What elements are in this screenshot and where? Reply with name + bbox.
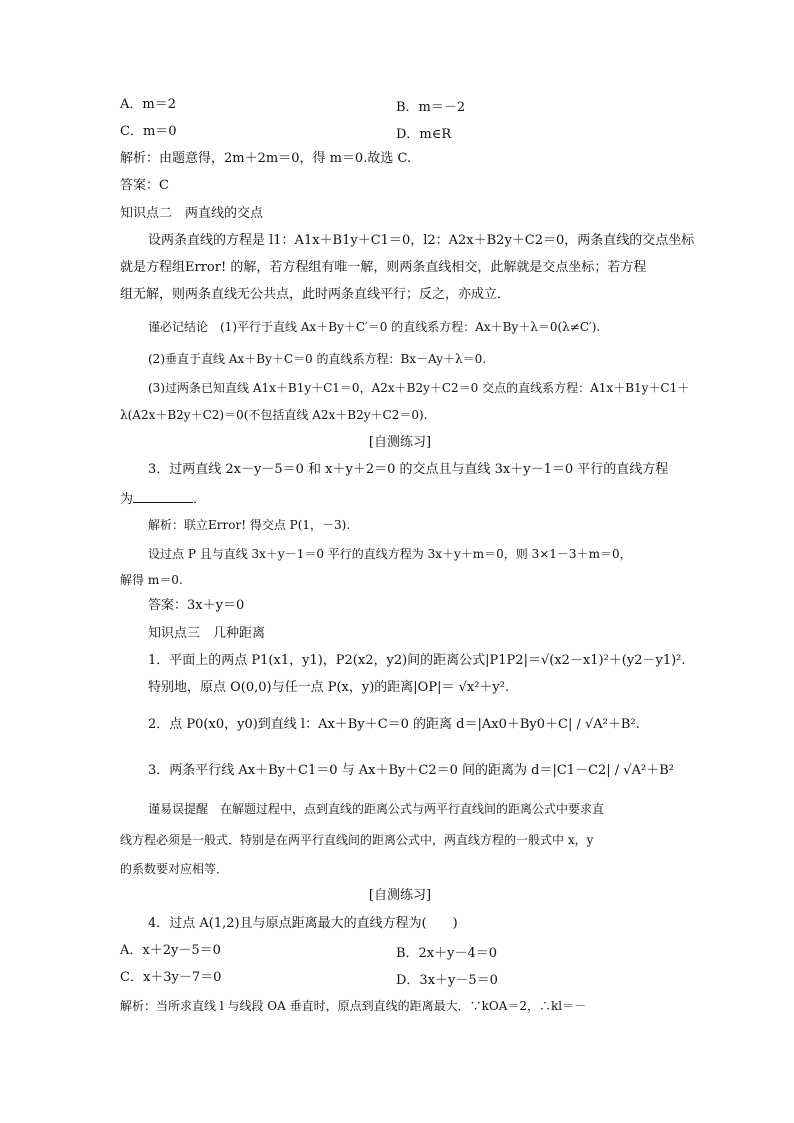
paragraph-line: 就是方程组Error! 的解，若方程组有唯一解，则两条直线相交，此解就是交点坐标；若方程 — [120, 260, 647, 275]
warning-line: 谨易误提醒 在解题过程中，点到直线的距离公式与两平行直线间的距离公式中要求直 — [148, 802, 605, 816]
option-a: A．x＋2y－5＝0 — [120, 943, 221, 958]
option-d: D．3x＋y－5＝0 — [396, 973, 498, 988]
stem-prefix: 为 — [120, 492, 134, 507]
question-stem: 3．过两直线 2x－y－5＝0 和 x＋y＋2＝0 的交点且与直线 3x＋y－1＝0 平行的直线方程 — [148, 462, 669, 477]
question-stem — [120, 488, 680, 509]
paragraph-line: 组无解，则两条直线无公共点，此时两条直线平行；反之，亦成立． — [120, 287, 511, 302]
note-line: (3)过两条已知直线 A1x＋B1y＋C1＝0，A2x＋B2y＋C2＝0 交点的直线系方程：A1x＋B1y＋C1＋ — [148, 381, 690, 395]
analysis-text: 解析：由题意得，2m＋2m＝0，得 m＝0.故选 C. — [120, 151, 412, 166]
answer-text: 答案：3x＋y＝0 — [148, 598, 245, 613]
warning-line: 的系数要对应相等． — [120, 862, 229, 876]
option-c: C．m＝0 — [120, 124, 177, 139]
analysis-text: 设过点 P 且与直线 3x＋y－1＝0 平行的直线方程为 3x＋y＋m＝0，则 3×1－3＋m＝0， — [148, 547, 632, 561]
practice-heading: [自测练习] — [368, 888, 432, 903]
option-b: B．2x＋y－4＝0 — [396, 946, 498, 961]
answer-text: 答案：C — [120, 178, 169, 193]
analysis-text: 解析：联立Error! 得交点 P(1，－3). — [148, 518, 351, 532]
option-b: B．m＝－2 — [396, 100, 466, 115]
note-line: (2)垂直于直线 Ax＋By＋C＝0 的直线系方程：Bx－Ay＋λ＝0. — [148, 352, 487, 366]
warning-line: 线方程必须是一般式．特别是在两平行直线间的距离公式中，两直线方程的一般式中 x，y — [120, 833, 594, 847]
formula-line: 1．平面上的两点 P1(x1，y1)，P2(x2，y2)间的距离公式|P1P2|＝√(x2－x1)²＋(y2－y1)². — [148, 653, 686, 668]
note-line: λ(A2x＋B2y＋C2)＝0(不包括直线 A2x＋B2y＋C2＝0). — [120, 408, 428, 422]
section-title: 知识点三 几种距离 — [148, 626, 266, 641]
note-line: 谨必记结论 (1)平行于直线 Ax＋By＋C′＝0 的直线系方程：Ax＋By＋λ＝0(λ≠C′). — [148, 320, 601, 334]
analysis-text: 解得 m＝0. — [120, 573, 183, 587]
analysis-text: 解析：当所求直线 l 与线段 OA 垂直时，原点到直线的距离最大．∵kOA＝2，∴kl＝－ — [120, 999, 587, 1013]
option-d: D．m∈R — [396, 127, 452, 142]
option-a: A．m＝2 — [120, 97, 176, 112]
formula-line: 2．点 P0(x0，y0)到直线 l：Ax＋By＋C＝0 的距离 d＝|Ax0＋By0＋C| / √A²＋B². — [148, 717, 640, 732]
answer-blank — [133, 488, 193, 503]
section-title: 知识点二 两直线的交点 — [120, 206, 264, 221]
question-stem: 4．过点 A(1,2)且与原点距离最大的直线方程为( ) — [148, 916, 458, 931]
stem-suffix: ． — [193, 492, 207, 507]
practice-heading: [自测练习] — [368, 435, 432, 450]
formula-line: 3．两条平行线 Ax＋By＋C1＝0 与 Ax＋By＋C2＝0 间的距离为 d＝|C1－C2| / √A²＋B² — [148, 763, 674, 778]
paragraph-line: 设两条直线的方程是 l1：A1x＋B1y＋C1＝0，l2：A2x＋B2y＋C2＝0，两条直线的交点坐标 — [148, 233, 695, 248]
formula-line: 特别地，原点 O(0,0)与任一点 P(x，y)的距离|OP|＝ √x²＋y². — [148, 680, 510, 695]
option-c: C．x＋3y－7＝0 — [120, 970, 222, 985]
